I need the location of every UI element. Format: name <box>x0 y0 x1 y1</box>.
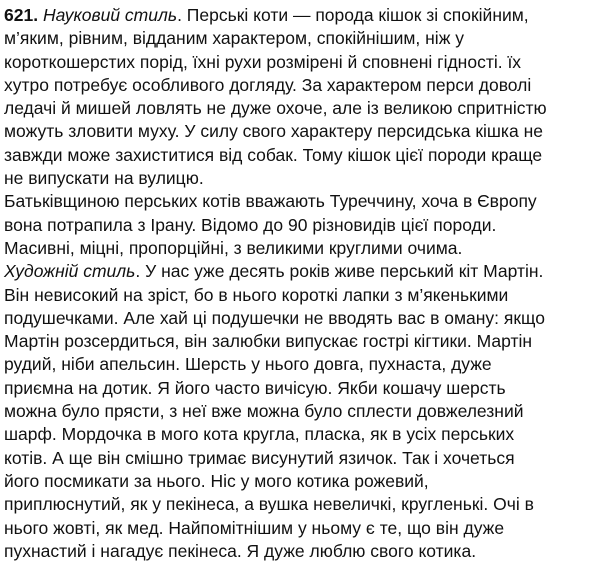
text-line: завжди може захиститися від собак. Тому кішок цієї породи краще <box>4 144 543 165</box>
text-line: рудий, ніби апельсин. Шерсть у нього довга, пухнаста, дуже <box>4 354 492 375</box>
text-line: хутро потребує особливого догляду. За характером перси доволі <box>4 74 532 95</box>
text-line: Він невисокий на зріст, бо в нього короткі лапки з м’якенькими <box>4 284 509 305</box>
artistic-style-label: Художній стиль <box>4 261 136 282</box>
text-line <box>4 4 596 27</box>
text-line: пухнастий і нагадує пекінеса. Я дуже люблю свого котика. <box>4 540 477 561</box>
exercise-number: 621. <box>4 5 39 25</box>
text-line: м’яким, рівним, відданим характером, спокійнішим, ніж у <box>4 28 465 49</box>
text-line: не випускати на вулицю. <box>4 168 204 189</box>
text-line <box>4 260 596 283</box>
text-line: котів. А ще він смішно тримає висунутий язичок. Так і хочеться <box>4 447 515 468</box>
text-line-content: . У нас уже десять років живе перський кіт Мартін. <box>135 261 544 282</box>
text-line: короткошерстих порід, їхні рухи розмірені й сповнені гідності. їх <box>4 51 522 72</box>
text-line: можуть зловити муху. У силу свого характеру персидська кішка не <box>4 121 543 142</box>
text-line: приплюснутий, як у пекінеса, а вушка невеличкі, кругленькі. Очі в <box>4 494 534 515</box>
text-line: його посмикати за нього. Ніс у мого котика рожевий, <box>4 470 429 491</box>
text-line: вона потрапила з Ірану. Відомо до 90 різновидів цієї породи. <box>4 214 497 235</box>
text-line: шарф. Мордочка в мого кота кругла, пласка, як в усіх перських <box>4 424 515 445</box>
text-line: можна було прясти, з неї вже можна було сплести довжелезний <box>4 401 524 422</box>
text-line: Масивні, міцні, пропорційні, з великими круглими очима. <box>4 237 463 258</box>
text-line: ледачі й мишей ловлять не дуже охоче, але із великою спритністю <box>4 98 547 119</box>
text-line: подушечками. Але хай ці подушечки не вводять вас в оману: якщо <box>4 307 545 328</box>
text-line: нього жовті, як мед. Найпомітнішим у ньому є те, що він дуже <box>4 517 505 538</box>
text-line: приємна на дотик. Я його часто вичісую. Якби кошачу шерсть <box>4 377 506 398</box>
text-line: Батьківщиною перських котів вважають Туреччину, хоча в Європу <box>4 191 537 212</box>
scientific-style-label: Науковий стиль <box>42 5 178 25</box>
text-line: Мартін розсердиться, він залюбки випускає гострі кігтики. Мартін <box>4 331 533 352</box>
text-line-content: . Перські коти — порода кішок зі спокійним, <box>177 5 529 25</box>
